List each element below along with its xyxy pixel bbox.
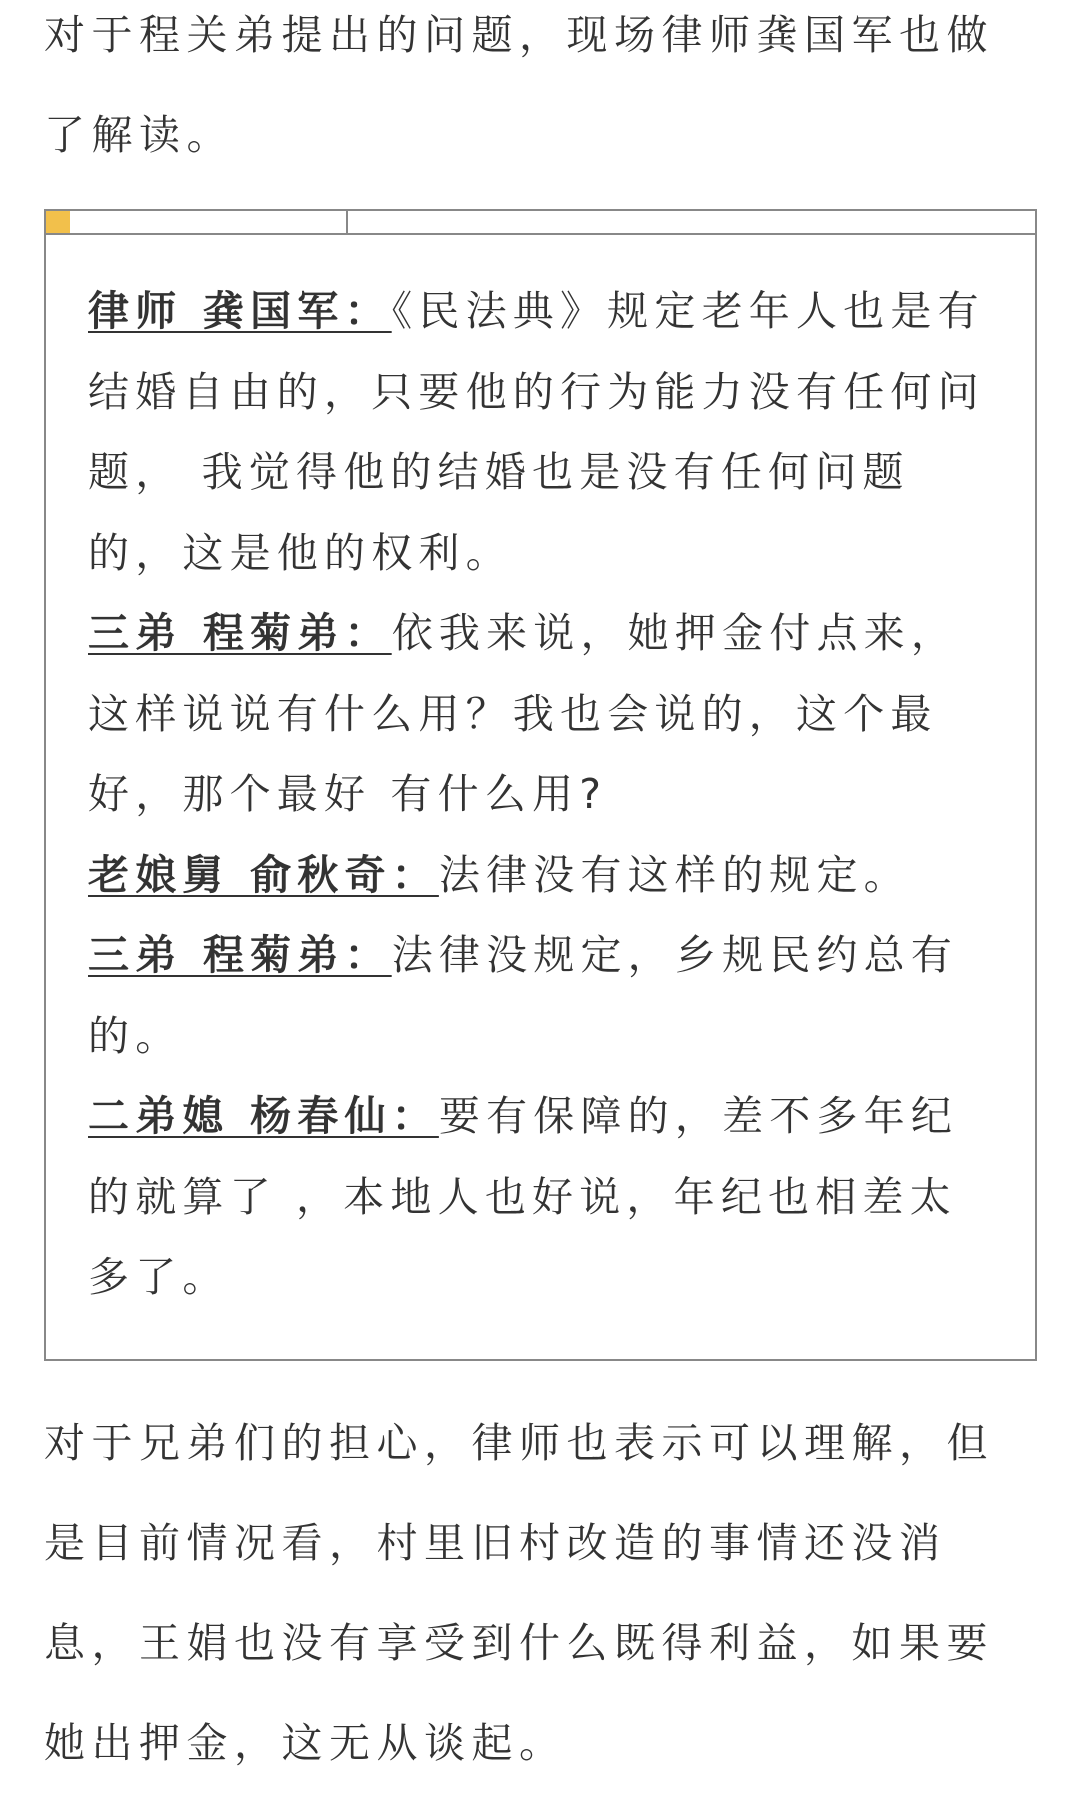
dialogue-line: [88, 1076, 1003, 1318]
quote-header-bar-left: [46, 211, 348, 235]
speaker-label: 老娘舅 俞秋奇：: [88, 850, 439, 899]
dialogue-text: 依我来说，她押金付点来，这样说说有什么用？我也会说的，这个最好，那个最好 有什么用?: [88, 609, 959, 818]
dialogue-line: [88, 593, 1003, 835]
quote-header-bar-right: [348, 211, 1035, 235]
dialogue-text: 法律没规定，乡规民约总有的。: [88, 931, 959, 1060]
outro-paragraph: 对于兄弟们的担心，律师也表示可以理解，但是目前情况看，村里旧村改造的事情还没消息，王娟也没有享受到什么既得利益，如果要她出押金，这无从谈起。: [44, 1419, 994, 1767]
dialogue-text: 《民法典》规定老年人也是有结婚自由的，只要他的行为能力没有任何问题， 我觉得他的结婚也是没有任何问题的，这是他的权利。: [88, 287, 985, 577]
dialogue-text: 要有保障的，差不多年纪的就算了 ，本地人也好说，年纪也相差太多了。: [88, 1092, 959, 1301]
accent-corner-block: [46, 211, 70, 233]
dialogue-line: [88, 915, 1003, 1076]
dialogue-text: 法律没有这样的规定。: [438, 850, 911, 899]
intro-paragraph: 对于程关弟提出的问题，现场律师龚国军也做了解读。: [44, 11, 994, 159]
dialogue-quote-box: [44, 209, 1037, 1361]
dialogue-list: [88, 271, 1003, 1318]
speaker-label: 三弟 程菊弟：: [88, 609, 392, 657]
speaker-label: 三弟 程菊弟：: [88, 931, 392, 979]
dialogue-line: [88, 271, 1003, 593]
speaker-label: 二弟媳 杨春仙：: [88, 1092, 439, 1140]
dialogue-line: [88, 835, 1003, 916]
speaker-label: 律师 龚国军：: [88, 287, 392, 335]
